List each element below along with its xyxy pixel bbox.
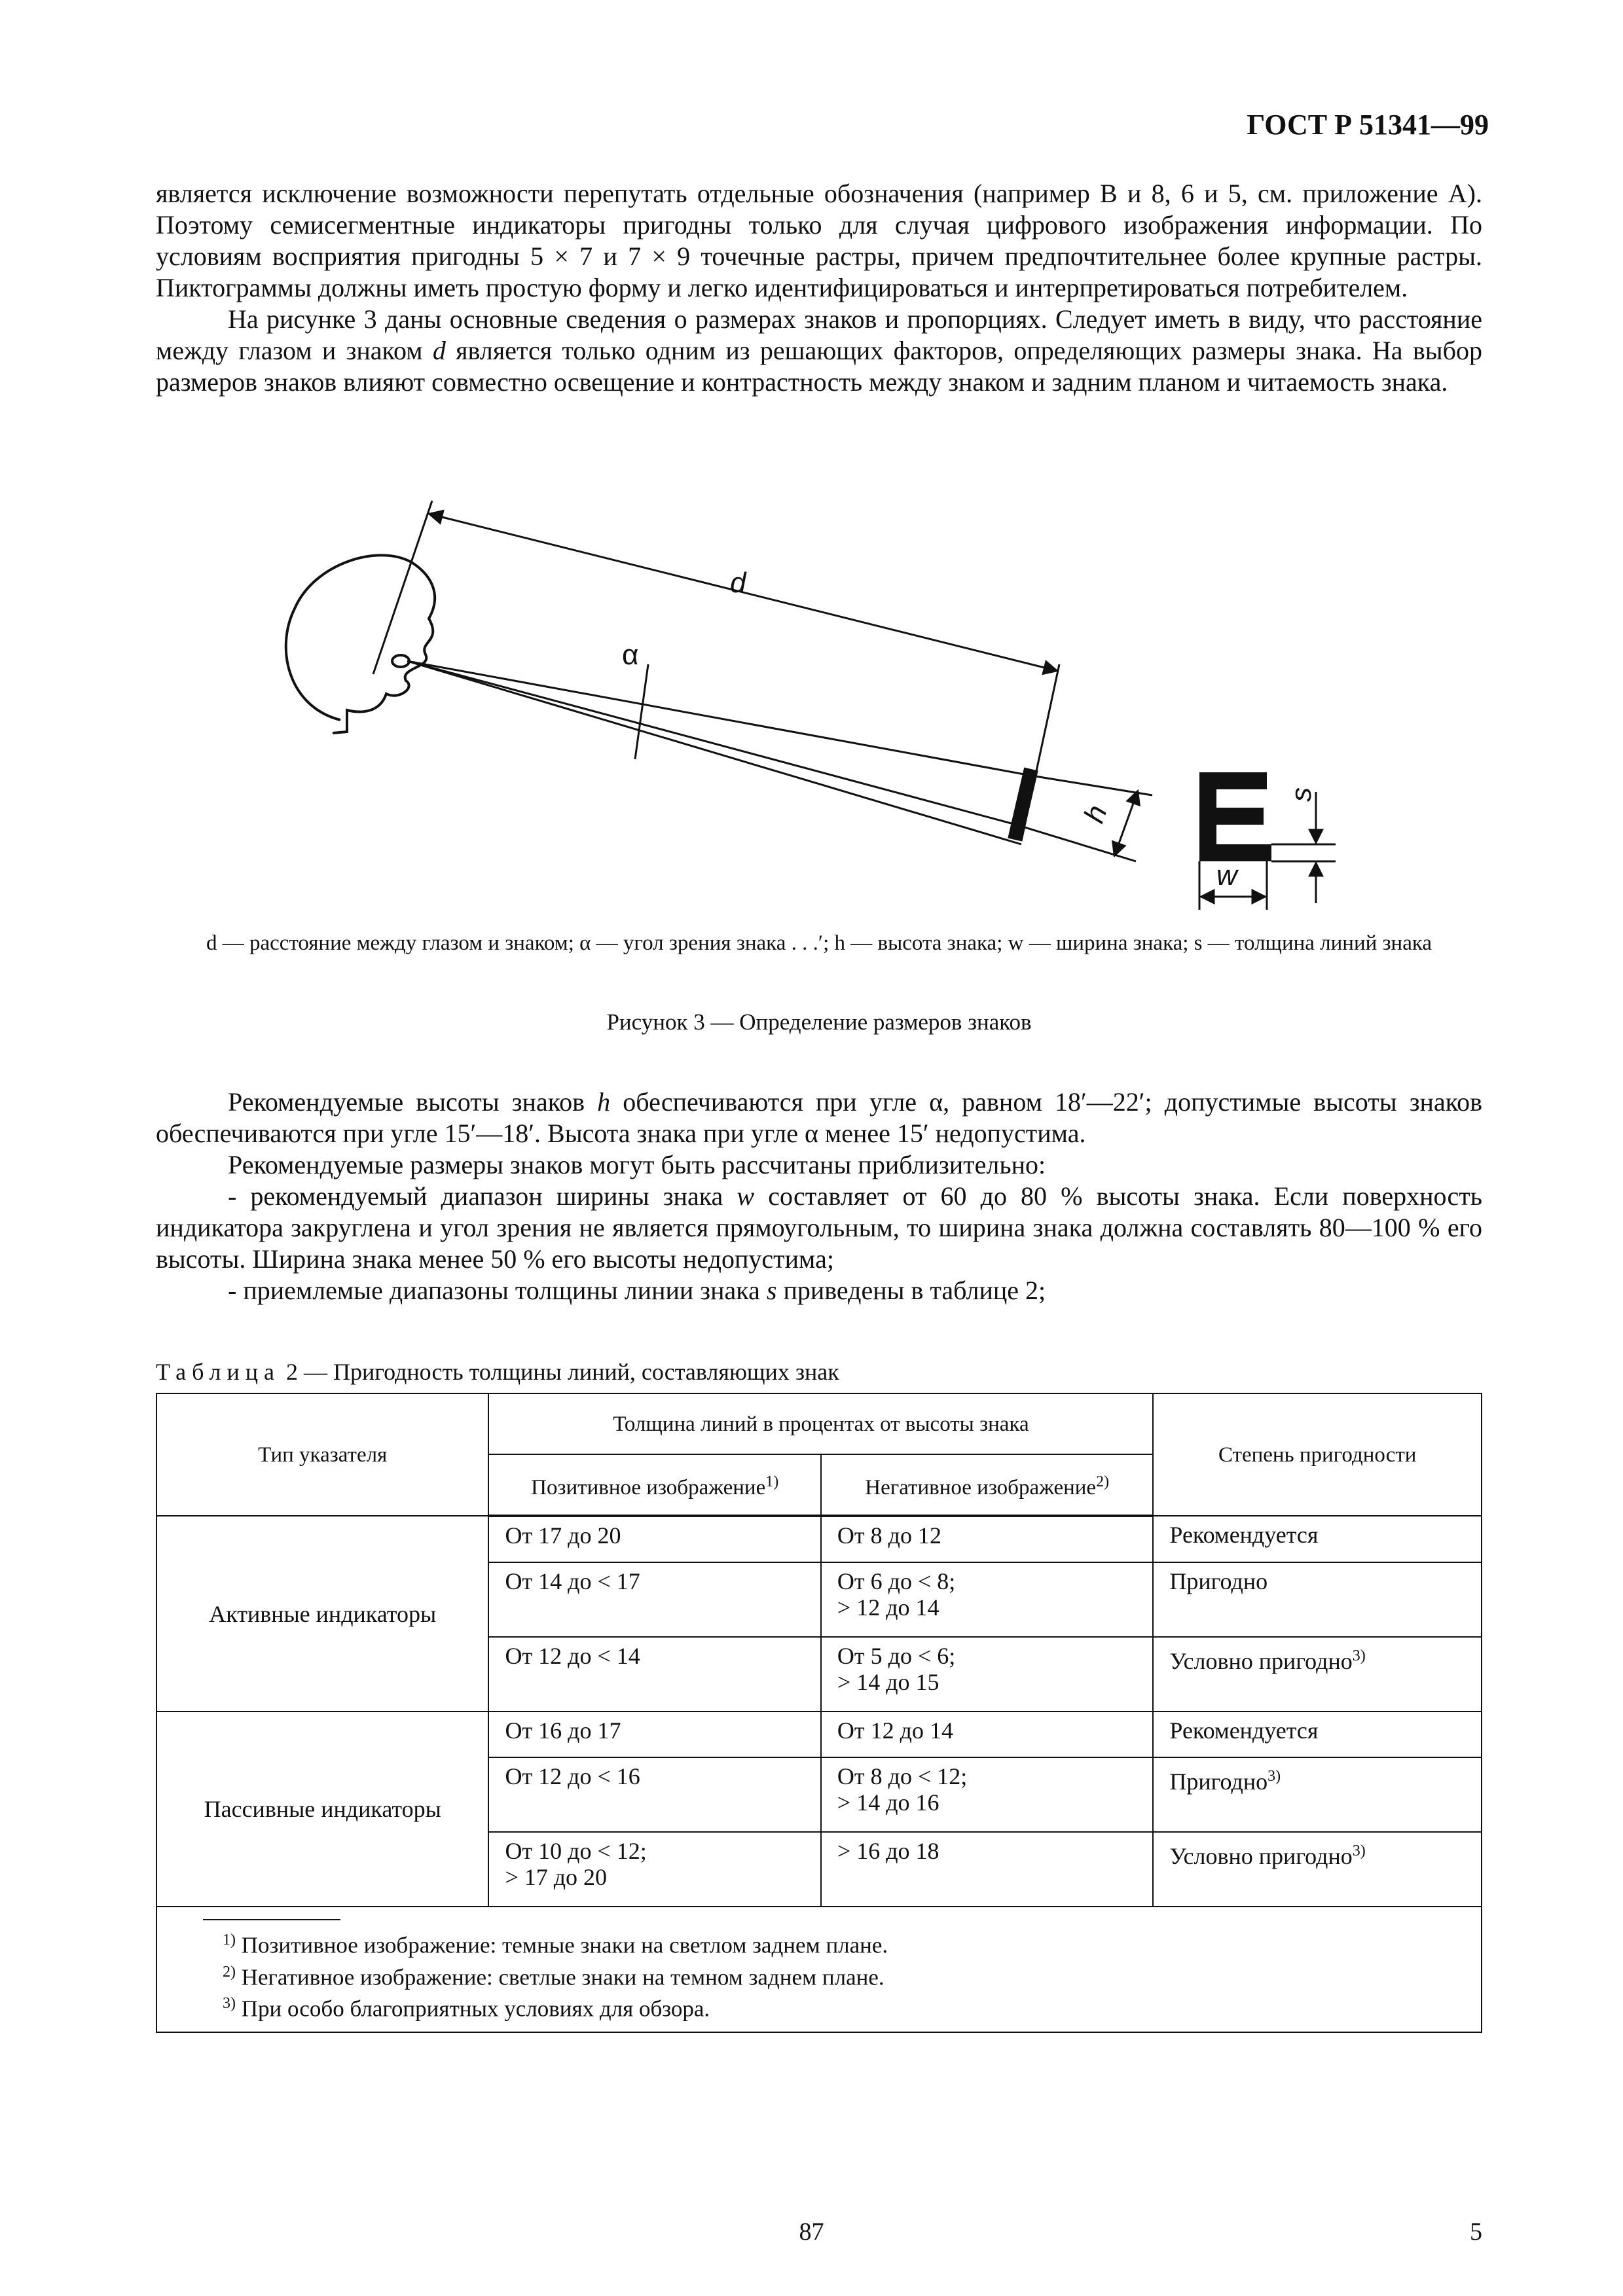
paragraph-5: - рекомендуемый диапазон ширины знака w составляет от 60 до 80 % высоты знака. Если поверхность индикатора закруглена и угол зрения не является прямоугольным, то ширина знака должна составлять 80—100 % его высоты. Ширина знака менее 50 % его высоты недопустима; [156, 1181, 1482, 1274]
negative-value-cell [821, 1832, 1153, 1907]
header-indicator-type: Тип указателя [156, 1393, 488, 1516]
cell-line: От 6 до < 8; [837, 1568, 956, 1594]
thickness-s-dimension [1271, 792, 1336, 903]
table-2-title: Таблица 2 — Пригодность толщины линий, составляющих знак [156, 1359, 839, 1385]
label-w: w [1216, 859, 1237, 891]
suitability-cell: Пригодно [1153, 1562, 1482, 1637]
positive-value-cell [488, 1637, 820, 1712]
indicator-group-name: Активные индикаторы [156, 1516, 488, 1712]
cell-line: От 12 до < 16 [505, 1763, 640, 1789]
figure-caption: Рисунок 3 — Определение размеров знаков [606, 1009, 1032, 1035]
negative-value-cell [821, 1757, 1153, 1832]
suitability-cell: Условно пригодно$^{3)}$ [1153, 1832, 1482, 1907]
notes-list [223, 1927, 1465, 2022]
table-row [156, 1712, 1482, 1757]
standard-number-header: ГОСТ Р 51341—99 [1247, 109, 1489, 141]
figure-3-diagram [249, 484, 1395, 942]
label-s: s [1285, 787, 1317, 802]
notes-separator [203, 1919, 340, 1920]
height-h-dimension [1114, 791, 1138, 856]
negative-value-cell [821, 1712, 1153, 1757]
negative-value-cell [821, 1562, 1153, 1637]
cell-line: > 14 до 15 [837, 1669, 939, 1695]
positive-value-cell [488, 1757, 820, 1832]
paragraph-1: является исключение возможности перепутать отдельные обозначения (например В и 8, 6 и 5, см. приложение А). Поэтому семисегментные индикаторы пригодны только для случая цифрового изображения информации. По условиям восприятия пригодны 5 × 7 и 7 × 9 точечные растры, причем предпочтительнее более крупные растры. Пиктограммы должны иметь простую форму и легко идентифицироваться и интерпретироваться потребителем. [156, 179, 1482, 302]
header-negative-image: Негативное изображение$^{2)}$ [821, 1454, 1153, 1516]
cell-line: > 12 до 14 [837, 1594, 939, 1621]
cell-line: От 17 до 20 [505, 1522, 621, 1549]
table-2 [156, 1393, 1482, 2033]
page-number-center: 87 [799, 2218, 824, 2246]
cell-line: > 16 до 18 [837, 1838, 939, 1864]
table-note: $^{3)}$ При особо благоприятных условиях для обзора. [223, 1995, 710, 2022]
cell-line: От 12 до 14 [837, 1717, 953, 1744]
suitability-cell: Условно пригодно$^{3)}$ [1153, 1637, 1482, 1712]
table-note: $^{1)}$ Позитивное изображение: темные знаки на светлом заднем плане. [223, 1931, 888, 1958]
label-h: h [1078, 800, 1114, 827]
paragraph-3: Рекомендуемые высоты знаков h обеспечиваются при угле α, равном 18′—22′; допустимые высоты знаков обеспечиваются при угле 15′—18′. Высота знака при угле α менее 15′ недопустима. [156, 1087, 1482, 1148]
suitability-cell: Пригодно$^{3)}$ [1153, 1757, 1482, 1832]
suitability-cell: Рекомендуется [1153, 1712, 1482, 1757]
header-suitability: Степень пригодности [1153, 1393, 1482, 1516]
cell-line: От 10 до < 12; [505, 1838, 647, 1864]
cell-line: От 16 до 17 [505, 1717, 621, 1744]
paragraph-2: На рисунке 3 даны основные сведения о размерах знаков и пропорциях. Следует иметь в виду, что расстояние между глазом и знаком d является только одним из решающих факторов, определяющих размеры знака. На выбор размеров знаков влияют совместно освещение и контрастность между знаком и задним планом и читаемость знака. [156, 304, 1482, 397]
table-note: $^{2)}$ Негативное изображение: светлые знаки на темном заднем плане. [223, 1963, 884, 1990]
label-d: d [730, 567, 746, 599]
alpha-dimension-line [635, 664, 648, 759]
positive-value-cell [488, 1516, 820, 1562]
page-number-right: 5 [1470, 2218, 1482, 2246]
suitability-cell: Рекомендуется [1153, 1516, 1482, 1562]
table-row [156, 1516, 1482, 1562]
recommendations-text [156, 1086, 1482, 1306]
header-positive-image: Позитивное изображение$^{1)}$ [488, 1454, 820, 1516]
letter-e-sample [1199, 772, 1271, 861]
cell-line: > 14 до 16 [837, 1789, 939, 1816]
positive-value-cell [488, 1832, 820, 1907]
positive-value-cell [488, 1712, 820, 1757]
head-profile [286, 555, 435, 733]
cell-line: От 8 до < 12; [837, 1763, 968, 1789]
positive-value-cell [488, 1562, 820, 1637]
header-line-thickness: Толщина линий в процентах от высоты знака [488, 1393, 1153, 1454]
table-2-body [156, 1516, 1482, 1907]
cell-line: От 8 до 12 [837, 1522, 941, 1549]
table-notes [156, 1907, 1482, 2032]
paragraph-4: Рекомендуемые размеры знаков могут быть рассчитаны приблизительно: [228, 1150, 1046, 1179]
cell-line: От 5 до < 6; [837, 1643, 956, 1669]
cell-line: От 14 до < 17 [505, 1568, 640, 1594]
indicator-group-name: Пассивные индикаторы [156, 1712, 488, 1907]
paragraph-6: - приемлемые диапазоны толщины линии знака s приведены в таблице 2; [228, 1276, 1046, 1305]
label-alpha: α [622, 639, 639, 671]
negative-value-cell [821, 1516, 1153, 1562]
figure-legend: d — расстояние между глазом и знаком; α — угол зрения знака . . .′; h — высота знака; w — ширина знака; s — толщина линий знака [206, 931, 1432, 955]
negative-value-cell [821, 1637, 1153, 1712]
sight-lines [407, 661, 1152, 861]
cell-line: От 12 до < 14 [505, 1643, 640, 1669]
cell-line: > 17 до 20 [505, 1864, 608, 1890]
intro-text [156, 178, 1482, 398]
